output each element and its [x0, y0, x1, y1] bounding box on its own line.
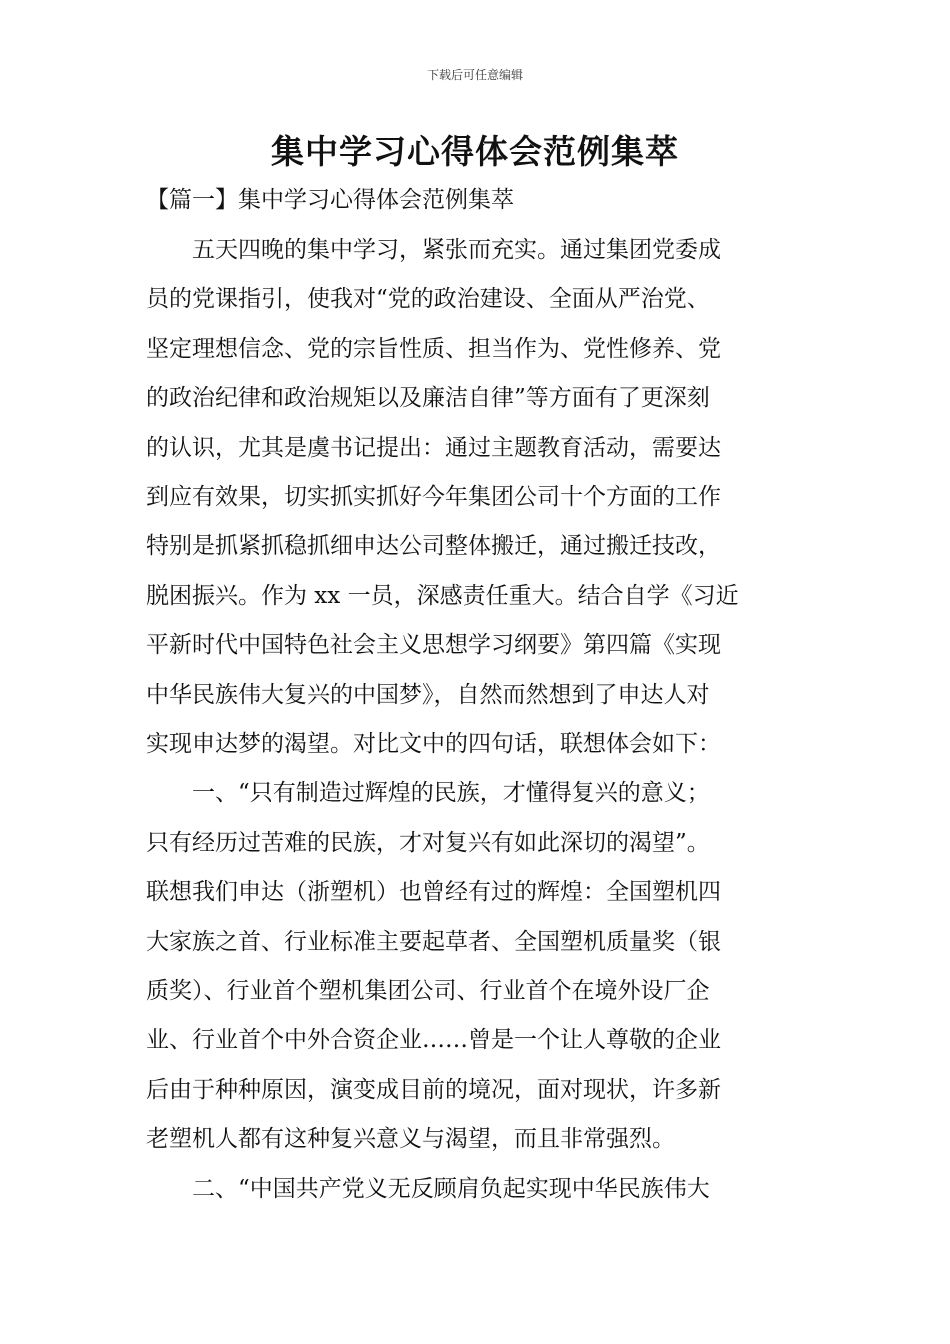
- body-line: 的认识，尤其是虞书记提出：通过主题教育活动，需要达: [146, 435, 721, 461]
- section-heading: 【篇一】集中学习心得体会范例集萃: [146, 187, 514, 213]
- body-line: 老塑机人都有这种复兴意义与渴望，而且非常强烈。: [146, 1126, 675, 1152]
- body-line: 只有经历过苦难的民族，才对复兴有如此深切的渴望”。: [146, 830, 710, 856]
- body-line: 业、行业首个中外合资企业……曾是一个让人尊敬的企业: [146, 1027, 721, 1053]
- body-line: 实现申达梦的渴望。对比文中的四句话，联想体会如下：: [146, 731, 721, 757]
- header-note: 下载后可任意编辑: [426, 68, 523, 82]
- body-line: 二、“中国共产党义无反顾肩负起实现中华民族伟大: [146, 1176, 710, 1202]
- document-title: 集中学习心得体会范例集萃: [271, 132, 679, 171]
- body-line: 五天四晚的集中学习，紧张而充实。通过集团党委成: [146, 237, 721, 263]
- body-line: 平新时代中国特色社会主义思想学习纲要》第四篇《实现: [146, 632, 721, 658]
- body-line: 一、“只有制造过辉煌的民族，才懂得复兴的意义；: [146, 780, 710, 806]
- body-line: 坚定理想信念、党的宗旨性质、担当作为、党性修养、党: [146, 336, 721, 362]
- body-line: 特别是抓紧抓稳抓细申达公司整体搬迁，通过搬迁技改，: [146, 533, 721, 559]
- body-line: 后由于种种原因，演变成目前的境况，面对现状，许多新: [146, 1077, 721, 1103]
- body-line: 大家族之首、行业标准主要起草者、全国塑机质量奖（银: [146, 929, 721, 955]
- body-line: 的政治纪律和政治规矩以及廉洁自律”等方面有了更深刻: [146, 385, 710, 411]
- body-line: 脱困振兴。作为 xx 一员，深感责任重大。结合自学《习近: [146, 583, 739, 609]
- body-line: 中华民族伟大复兴的中国梦》，自然而然想到了申达人对: [146, 682, 710, 708]
- body-line: 联想我们申达（浙塑机）也曾经有过的辉煌：全国塑机四: [146, 879, 721, 905]
- body-line: 质奖）、行业首个塑机集团公司、行业首个在境外设厂企: [146, 978, 710, 1004]
- body-line: 员的党课指引，使我对“党的政治建设、全面从严治党、: [146, 286, 710, 312]
- body-line: 到应有效果，切实抓实抓好今年集团公司十个方面的工作: [146, 484, 721, 510]
